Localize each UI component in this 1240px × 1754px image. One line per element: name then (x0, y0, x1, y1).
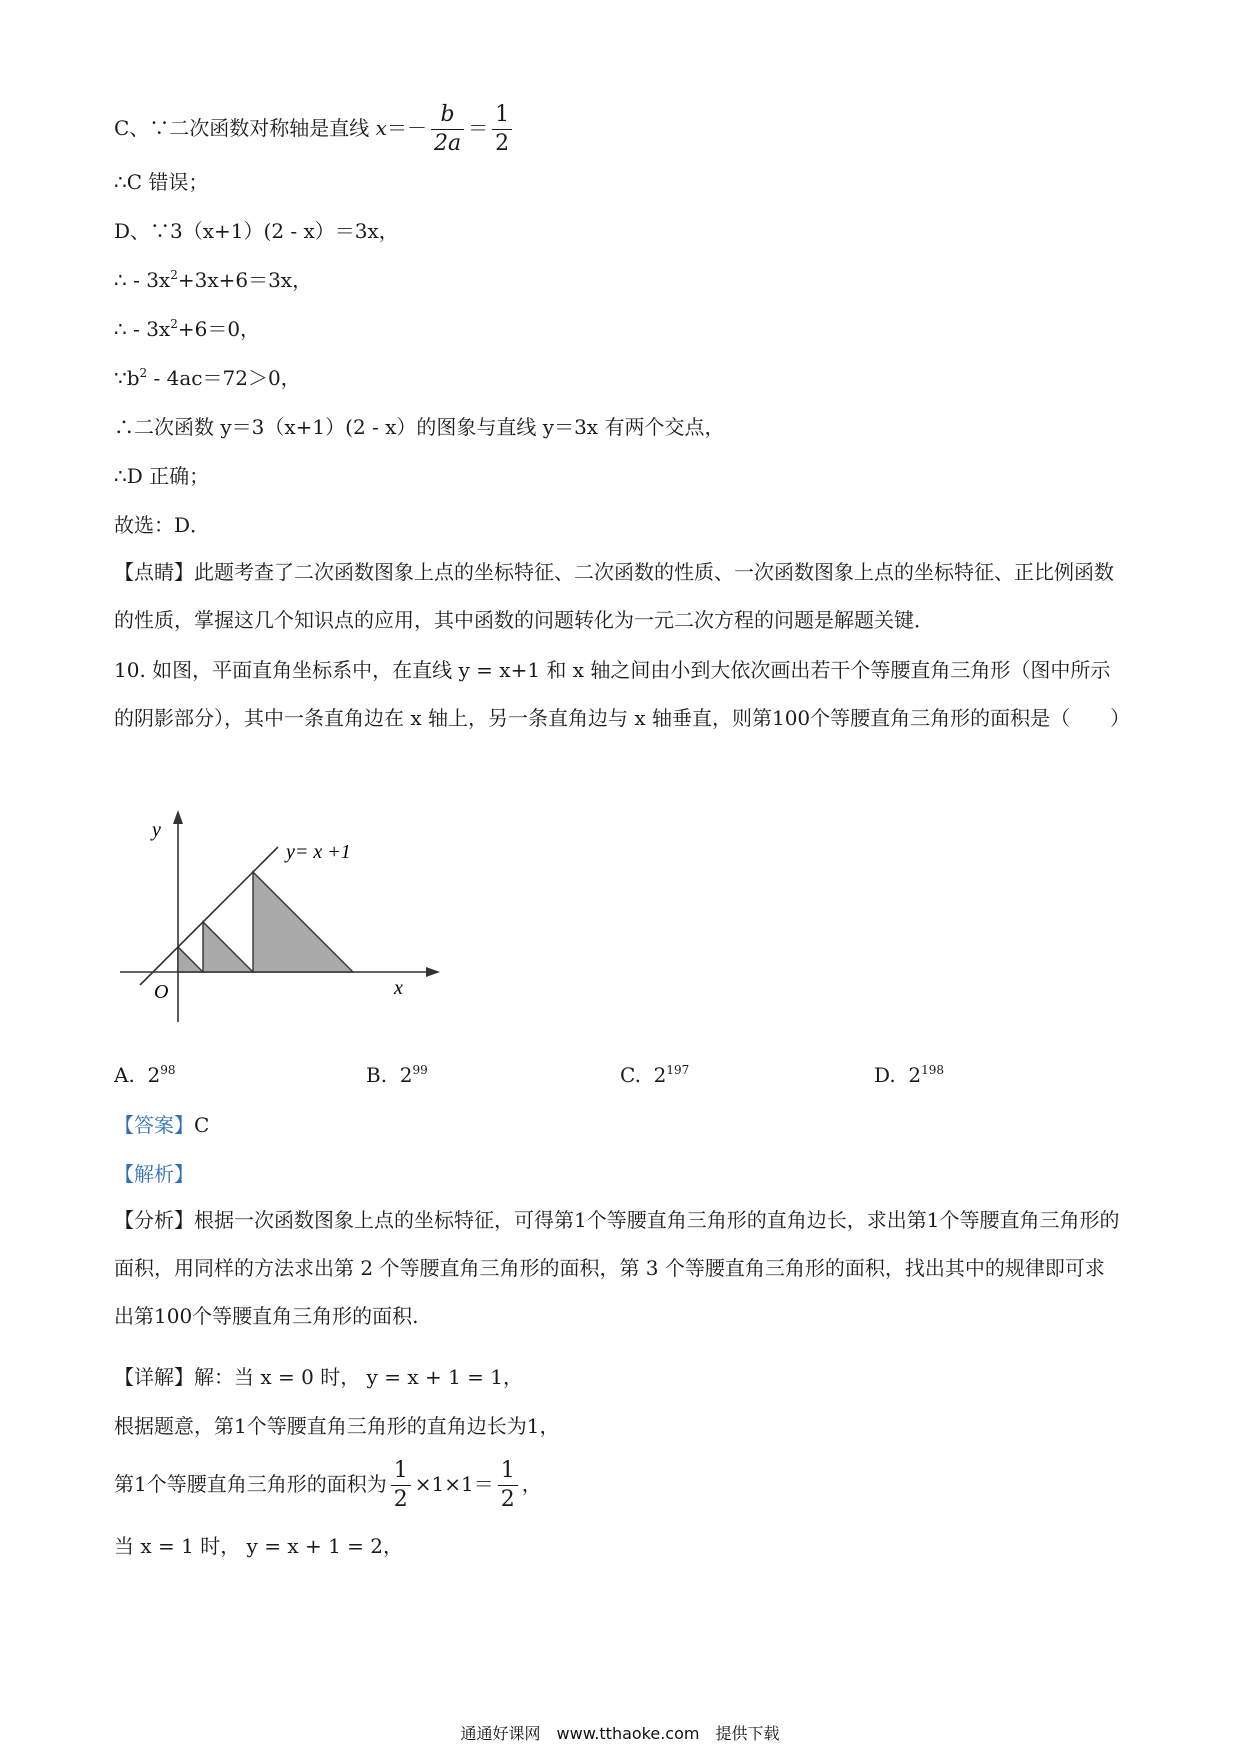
c-prefix: C、∵二次函数对称轴是直线 (114, 116, 370, 140)
option-c[interactable]: C. $2^{197}$ (620, 1063, 690, 1087)
detail-tag: 【详解】 (114, 1365, 194, 1389)
line-d6: ∴D 正确； (114, 464, 210, 488)
triangle-2 (203, 922, 253, 972)
fraction-half-2: $\frac{1}{2}$ (498, 1460, 518, 1511)
line-d3: ∴ - $3x^2+6=0$， (114, 317, 261, 341)
triangle-1 (178, 947, 203, 972)
detail-line-3: 第1个等腰直角三角形的面积为 $\frac{1}{2}$ ×1×1＝ $\frac{1}{2}$ ， (114, 1458, 542, 1512)
coordinate-figure (114, 800, 454, 1040)
fraction-half-1: $\frac{1}{2}$ (391, 1460, 411, 1511)
frac-den: 2a (433, 131, 462, 156)
footer-source: 通通好课网 www.tthaoke.com 提供下载 (460, 1724, 780, 1743)
fraction-one-half: $\frac{1}{2}$ (492, 104, 512, 155)
analysis-line (114, 1159, 194, 1189)
origin-label: O (154, 981, 169, 1003)
comment-tag: 【点睛】 (114, 560, 194, 584)
detail-line-2: 根据题意，第1个等腰直角三角形的直角边长为1， (114, 1414, 560, 1438)
detail-line-1: 【详解】解：当 x = 0 时， y = x + 1 = 1， (114, 1365, 523, 1389)
option-a[interactable]: A. $2^{98}$ (114, 1063, 176, 1087)
line-choose: 故选：D． (114, 513, 211, 537)
fraction-b-over-2a (431, 104, 464, 155)
question-10: 10. 如图，平面直角坐标系中，在直线 y = x+1 和 x 轴之间由小到大依次画出若干个等腰直角三角形（图中所示的阴影部分），其中一条直角边在 x 轴上，另一条直角边与 x 轴垂直，则第100个等腰直角三角形的面积是（ ） (114, 658, 1131, 730)
line-label: y= x +1 (286, 841, 351, 863)
frac-num: b (431, 104, 464, 130)
triangle-3 (253, 872, 353, 972)
y-axis-arrow (173, 810, 183, 824)
line-d2: ∴ - $3x^2+3x+6=3x$， (114, 268, 313, 292)
c-eq: ＝－ (386, 116, 427, 140)
option-b[interactable]: B. $2^{99}$ (366, 1063, 428, 1087)
fenxi-paragraph (114, 1196, 1124, 1340)
analysis-tag: 【解析】 (114, 1162, 194, 1186)
x-axis-arrow (426, 967, 440, 977)
detail-line-4: 当 x = 1 时， y = x + 1 = 2， (114, 1534, 403, 1558)
comment-paragraph (114, 548, 1124, 644)
line-d4: $\because b^2 - 4ac=72>0$， (114, 366, 301, 390)
option-d[interactable]: D. $2^{198}$ (874, 1063, 945, 1087)
fenxi-tag: 【分析】 (114, 1208, 194, 1232)
answer-line (114, 1110, 209, 1140)
c-eq2: ＝ (468, 116, 489, 140)
y-axis-label: y (152, 819, 161, 841)
line-d1: D、∵3（x+1）(2 - x）＝3x， (114, 219, 399, 243)
line-c-wrong: ∴C 错误； (114, 170, 209, 194)
line-c-symmetry-axis (114, 100, 516, 156)
answer-value: C (194, 1113, 210, 1137)
fenxi-text: 根据一次函数图象上点的坐标特征，可得第1个等腰直角三角形的直角边长，求出第1个等腰直角三角形的面积，用同样的方法求出第 2 个等腰直角三角形的面积，第 3 个等腰直角三角形的面积，找出其中的规律即可求出第100个等腰直角三角形的面积. (114, 1208, 1120, 1328)
x-axis-label: x (394, 977, 403, 999)
c-x: x (375, 116, 387, 140)
comment-text: 此题考查了二次函数图象上点的坐标特征、二次函数的性质、一次函数图象上点的坐标特征、正比例函数的性质，掌握这几个知识点的应用，其中函数的问题转化为一元二次方程的问题是解题关键． (114, 560, 1114, 632)
line-d5: ∴二次函数 y＝3（x+1）(2 - x）的图象与直线 y＝3x 有两个交点， (114, 415, 725, 439)
answer-tag: 【答案】 (114, 1113, 194, 1137)
